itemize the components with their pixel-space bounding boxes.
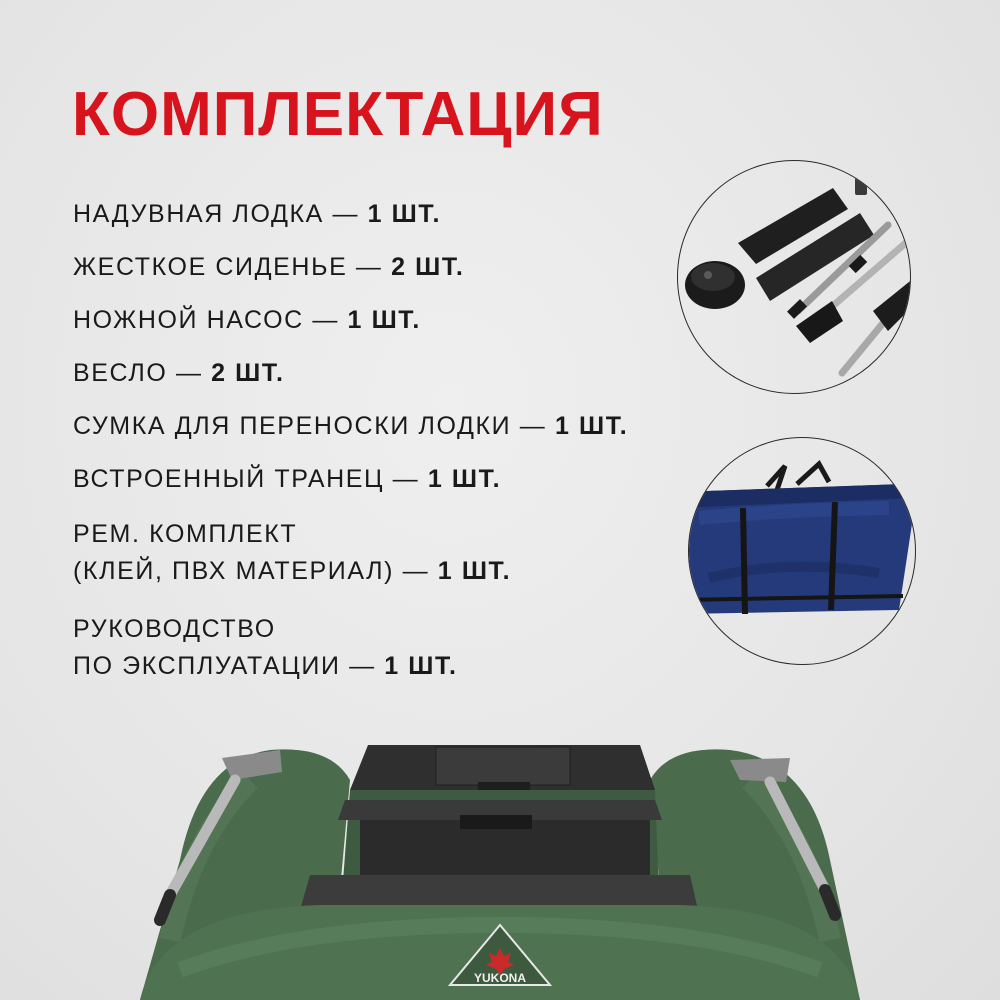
item-qty: 2 ШТ. xyxy=(211,359,285,387)
contents-list xyxy=(73,198,628,706)
item-text: СУМКА ДЛЯ ПЕРЕНОСКИ ЛОДКИ — xyxy=(73,412,555,440)
list-item xyxy=(73,516,628,590)
item-qty: 1 ШТ. xyxy=(554,412,629,440)
list-item xyxy=(73,410,628,442)
item-qty: 1 ШТ. xyxy=(427,465,502,493)
inflatable-boat-photo xyxy=(0,720,1000,1000)
item-text-line2: ПО ЭКСПЛУАТАЦИИ — xyxy=(73,652,385,680)
carry-bag-illustration xyxy=(689,438,915,664)
item-qty: 1 ШТ. xyxy=(384,652,458,680)
item-text-line1: РУКОВОДСТВО xyxy=(73,615,276,643)
item-qty: 1 ШТ. xyxy=(347,306,421,334)
item-text: НАДУВНАЯ ЛОДКА — xyxy=(73,200,368,228)
brand-name: YUKONA xyxy=(473,971,527,985)
accessories-illustration xyxy=(678,161,910,393)
carry-bag-photo xyxy=(688,437,916,665)
item-text: ЖЕСТКОЕ СИДЕНЬЕ — xyxy=(73,253,392,281)
item-text-line1: РЕМ. КОМПЛЕКТ xyxy=(73,520,298,548)
item-text: НОЖНОЙ НАСОС — xyxy=(73,306,348,334)
item-text-line2: (КЛЕЙ, ПВХ МАТЕРИАЛ) — xyxy=(73,557,438,585)
list-item xyxy=(73,463,628,495)
item-qty: 1 ШТ. xyxy=(367,200,441,228)
list-item xyxy=(73,357,628,389)
list-item xyxy=(73,611,628,685)
item-qty: 1 ШТ. xyxy=(437,557,512,585)
list-item xyxy=(73,198,628,230)
item-qty: 2 ШТ. xyxy=(391,253,465,281)
item-text: ВСТРОЕННЫЙ ТРАНЕЦ — xyxy=(73,465,428,493)
page-title: КОМПЛЕКТАЦИЯ xyxy=(72,80,604,149)
item-text: ВЕСЛО — xyxy=(73,359,212,387)
foot-pump-icon xyxy=(685,261,745,309)
accessories-photo xyxy=(677,160,911,394)
list-item xyxy=(73,304,628,336)
list-item xyxy=(73,251,628,283)
